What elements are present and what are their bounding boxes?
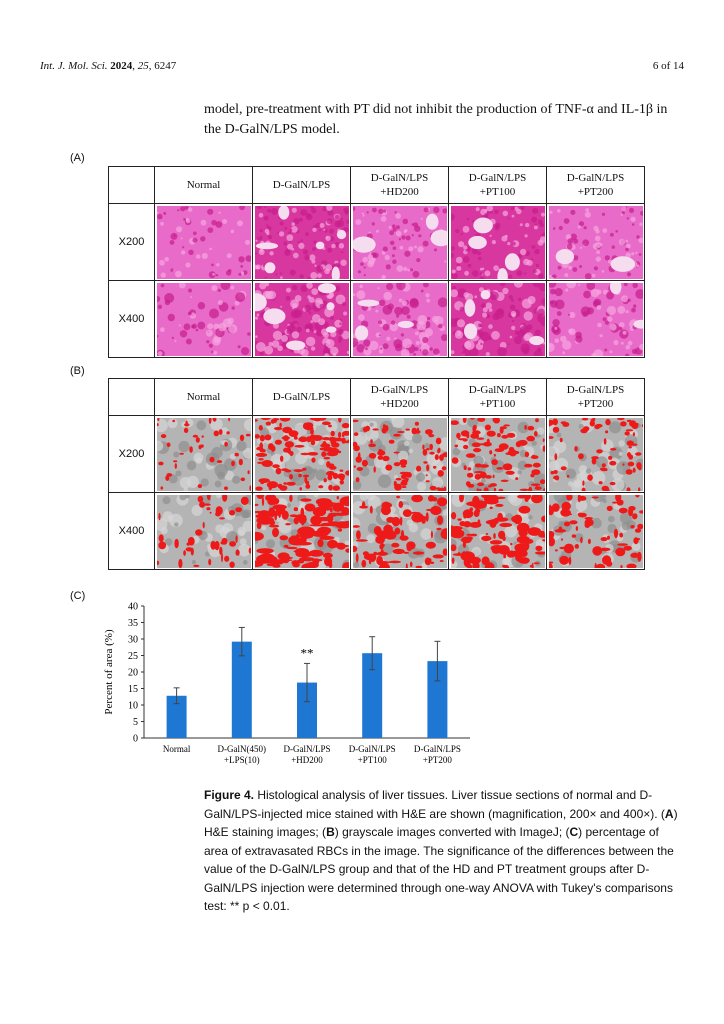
grid-image-cell xyxy=(547,416,645,493)
grayscale-tissue-image xyxy=(255,495,349,568)
he-stained-tissue-image xyxy=(451,206,545,279)
grid-image-cell xyxy=(449,493,547,570)
x-tick-label: D-GalN/LPS xyxy=(348,744,396,754)
he-stained-tissue-image xyxy=(255,283,349,356)
grid-image-cell xyxy=(155,204,253,281)
grid-image-cell xyxy=(155,281,253,358)
panel-a-label: (A) xyxy=(70,152,85,164)
grid-column-header: D-GalN/LPS xyxy=(253,379,351,416)
grid-image-cell xyxy=(155,416,253,493)
grayscale-tissue-image xyxy=(353,418,447,491)
grid-image-cell xyxy=(253,281,351,358)
grid-corner-cell xyxy=(109,167,155,204)
caption-ref-b: B xyxy=(326,825,335,839)
grayscale-tissue-image xyxy=(353,495,447,568)
article-number: 6247 xyxy=(154,60,177,72)
caption-text-3: ) grayscale images converted with ImageJ; ( xyxy=(334,825,570,839)
he-stained-tissue-image xyxy=(157,206,251,279)
x-tick-label: D-GalN/LPS xyxy=(283,744,331,754)
x-tick-label: +PT200 xyxy=(422,755,452,765)
y-axis-title: Percent of area (%) xyxy=(103,629,115,715)
y-tick-label: 0 xyxy=(133,733,138,745)
journal-volume: 25 xyxy=(137,60,149,72)
he-stained-tissue-image xyxy=(353,283,447,356)
x-tick-label: +LPS(10) xyxy=(224,755,260,765)
y-tick-label: 30 xyxy=(128,634,138,646)
grid-row-header: X200 xyxy=(109,416,155,493)
grid-header-row xyxy=(109,167,645,204)
grayscale-tissue-image xyxy=(451,418,545,491)
grid-image-row xyxy=(109,416,645,493)
grayscale-tissue-image xyxy=(549,495,643,568)
grayscale-tissue-image xyxy=(255,418,349,491)
panel-c-label: (C) xyxy=(70,590,86,602)
grid-image-cell xyxy=(253,416,351,493)
grid-column-header: D-GalN/LPS +PT100 xyxy=(449,167,547,204)
grid-column-header: D-GalN/LPS +HD200 xyxy=(351,167,449,204)
journal-year: 2024 xyxy=(110,60,133,72)
grayscale-tissue-image xyxy=(157,495,251,568)
grid-image-row xyxy=(109,281,645,358)
grid-column-header: D-GalN/LPS +HD200 xyxy=(351,379,449,416)
y-tick-label: 40 xyxy=(128,601,138,613)
grid-image-cell xyxy=(547,204,645,281)
grid-header-row xyxy=(109,379,645,416)
grid-column-header: Normal xyxy=(155,379,253,416)
grid-image-cell xyxy=(253,204,351,281)
grid-row-header: X400 xyxy=(109,281,155,358)
grayscale-tissue-image xyxy=(451,495,545,568)
caption-ref-c: C xyxy=(569,825,579,839)
journal-abbrev: Int. J. Mol. Sci. xyxy=(40,60,108,72)
y-tick-label: 15 xyxy=(128,684,138,695)
grid-image-cell xyxy=(253,493,351,570)
he-stained-tissue-image xyxy=(353,206,447,279)
he-stained-tissue-image xyxy=(549,283,643,356)
he-stained-tissue-image xyxy=(549,206,643,279)
grid-image-cell xyxy=(351,281,449,358)
x-tick-label: Normal xyxy=(162,744,191,754)
y-tick-label: 10 xyxy=(128,700,138,712)
grid-image-row xyxy=(109,204,645,281)
running-header: Int. J. Mol. Sci. 2024, 25, 6247 xyxy=(40,60,177,72)
grid-image-cell xyxy=(449,204,547,281)
grid-column-header: Normal xyxy=(155,167,253,204)
he-stained-tissue-image xyxy=(157,283,251,356)
rbc-area-bar-chart xyxy=(100,598,480,770)
caption-text-1: Histological analysis of liver tissues. Liver tissue sections of normal and D-GalN/LPS-injected mice stained with H&E are shown (magnification, 200× and 400×). ( xyxy=(204,788,665,821)
grid-image-cell xyxy=(449,281,547,358)
significance-annotation: ** xyxy=(300,645,314,661)
x-tick-label: +HD200 xyxy=(291,755,323,765)
he-stained-tissue-image xyxy=(255,206,349,279)
y-tick-label: 20 xyxy=(128,667,138,679)
grayscale-grid xyxy=(108,378,645,570)
he-staining-grid xyxy=(108,166,645,358)
grid-column-header: D-GalN/LPS +PT200 xyxy=(547,379,645,416)
caption-text-2: ) H&E staining images; ( xyxy=(204,806,678,839)
grid-image-cell xyxy=(351,493,449,570)
grid-image-cell xyxy=(351,204,449,281)
he-stained-tissue-image xyxy=(451,283,545,356)
caption-text-4: ) percentage of area of extravasated RBCs in the image. The significance of the differences between the value of the D-GalN/LPS group and that of the HD and PT treatment groups after D-GalN/LPS injection were determined through one-way ANOVA with Tukey's comparisons test: ** p < 0.01. xyxy=(204,825,674,913)
grid-corner-cell xyxy=(109,379,155,416)
grid-column-header: D-GalN/LPS +PT100 xyxy=(449,379,547,416)
grayscale-tissue-image xyxy=(157,418,251,491)
y-tick-label: 5 xyxy=(133,717,138,728)
grid-image-cell xyxy=(351,416,449,493)
x-tick-label: D-GalN(450) xyxy=(217,744,267,754)
x-tick-label: D-GalN/LPS xyxy=(413,744,461,754)
body-paragraph: model, pre-treatment with PT did not inhibit the production of TNF-α and IL-1β in the D-GalN/LPS model. xyxy=(204,102,668,137)
grid-image-cell xyxy=(547,493,645,570)
x-tick-label: +PT100 xyxy=(357,755,387,765)
grid-row-header: X400 xyxy=(109,493,155,570)
page-number: 6 of 14 xyxy=(652,60,684,72)
panel-b-label: (B) xyxy=(70,365,85,377)
figure-caption xyxy=(204,786,686,916)
grid-column-header: D-GalN/LPS xyxy=(253,167,351,204)
caption-label: Figure 4. xyxy=(204,788,255,802)
grid-image-cell xyxy=(547,281,645,358)
y-tick-label: 35 xyxy=(128,618,138,629)
caption-ref-a: A xyxy=(664,806,674,821)
grid-image-cell xyxy=(155,493,253,570)
grayscale-tissue-image xyxy=(549,418,643,491)
grid-column-header: D-GalN/LPS +PT200 xyxy=(547,167,645,204)
grid-row-header: X200 xyxy=(109,204,155,281)
y-tick-label: 25 xyxy=(128,651,138,662)
grid-image-row xyxy=(109,493,645,570)
grid-image-cell xyxy=(449,416,547,493)
